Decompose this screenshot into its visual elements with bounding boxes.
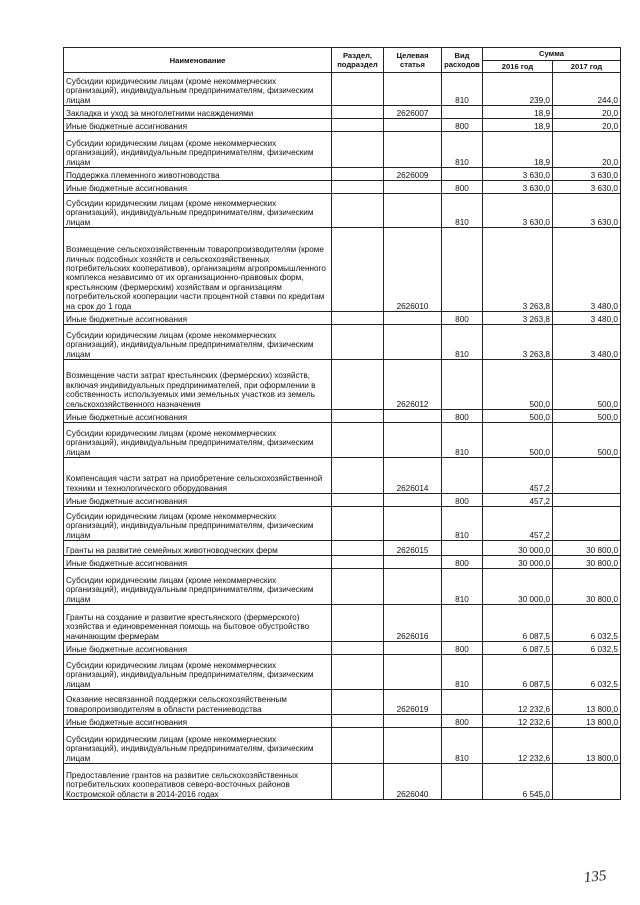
row-2017-cell: 3 480,0 xyxy=(553,325,621,360)
row-2017-cell: 13 800,0 xyxy=(553,728,621,764)
row-2016-cell: 457,2 xyxy=(483,458,553,494)
row-section-cell xyxy=(332,690,384,715)
row-name-cell: Субсидии юридическим лицам (кроме некоммерческих организаций), индивидуальным предпринимателям, физическим лицам xyxy=(64,728,332,764)
row-2017-cell: 30 800,0 xyxy=(553,569,621,605)
row-kind-cell: 800 xyxy=(442,556,483,569)
row-2016-cell: 18,9 xyxy=(483,132,553,168)
budget-table xyxy=(63,47,621,800)
table-row xyxy=(64,181,621,194)
row-name-cell: Иные бюджетные ассигнования xyxy=(64,181,332,194)
row-2017-cell: 3 630,0 xyxy=(553,194,621,228)
row-section-cell xyxy=(332,494,384,507)
row-2017-cell: 3 480,0 xyxy=(553,312,621,325)
table-row xyxy=(64,715,621,728)
row-name-cell: Иные бюджетные ассигнования xyxy=(64,642,332,655)
header-kind: Вид расходов xyxy=(442,48,483,73)
row-2016-cell: 6 087,5 xyxy=(483,642,553,655)
row-name-cell: Поддержка племенного животноводства xyxy=(64,168,332,181)
header-section: Раздел, подраздел xyxy=(332,48,384,73)
row-kind-cell: 810 xyxy=(442,728,483,764)
row-2017-cell: 20,0 xyxy=(553,106,621,119)
row-target-cell xyxy=(384,423,442,458)
row-2016-cell: 30 000,0 xyxy=(483,556,553,569)
row-2016-cell: 239,0 xyxy=(483,73,553,106)
row-section-cell xyxy=(332,132,384,168)
row-section-cell xyxy=(332,458,384,494)
row-name-cell: Иные бюджетные ассигнования xyxy=(64,494,332,507)
row-2017-cell: 30 800,0 xyxy=(553,541,621,556)
row-section-cell xyxy=(332,423,384,458)
row-kind-cell xyxy=(442,764,483,800)
row-2017-cell: 500,0 xyxy=(553,423,621,458)
row-target-cell xyxy=(384,556,442,569)
row-target-cell: 2626014 xyxy=(384,458,442,494)
row-kind-cell: 810 xyxy=(442,194,483,228)
row-2017-cell: 6 032,5 xyxy=(553,642,621,655)
table-row xyxy=(64,458,621,494)
row-target-cell xyxy=(384,642,442,655)
row-kind-cell xyxy=(442,360,483,410)
row-name-cell: Субсидии юридическим лицам (кроме некоммерческих организаций), индивидуальным предпринимателям, физическим лицам xyxy=(64,194,332,228)
row-kind-cell: 800 xyxy=(442,181,483,194)
row-target-cell xyxy=(384,181,442,194)
row-name-cell: Иные бюджетные ассигнования xyxy=(64,556,332,569)
row-kind-cell xyxy=(442,106,483,119)
row-kind-cell xyxy=(442,690,483,715)
header-2017: 2017 год xyxy=(553,60,621,73)
row-target-cell xyxy=(384,569,442,605)
row-2016-cell: 457,2 xyxy=(483,507,553,541)
page-number: 135 xyxy=(583,867,608,887)
row-section-cell xyxy=(332,106,384,119)
table-row xyxy=(64,119,621,132)
row-kind-cell: 810 xyxy=(442,73,483,106)
row-target-cell xyxy=(384,194,442,228)
budget-document xyxy=(63,47,621,800)
row-name-cell: Субсидии юридическим лицам (кроме некоммерческих организаций), индивидуальным предпринимателям, физическим лицам xyxy=(64,507,332,541)
table-row xyxy=(64,507,621,541)
row-kind-cell: 800 xyxy=(442,312,483,325)
row-kind-cell xyxy=(442,605,483,642)
budget-rows xyxy=(64,73,621,800)
table-row xyxy=(64,569,621,605)
row-target-cell xyxy=(384,728,442,764)
table-row xyxy=(64,541,621,556)
table-row xyxy=(64,605,621,642)
row-2017-cell: 20,0 xyxy=(553,132,621,168)
row-2017-cell: 3 630,0 xyxy=(553,168,621,181)
row-target-cell xyxy=(384,715,442,728)
table-row xyxy=(64,423,621,458)
row-section-cell xyxy=(332,715,384,728)
row-target-cell xyxy=(384,312,442,325)
table-row xyxy=(64,106,621,119)
table-row xyxy=(64,360,621,410)
row-kind-cell: 810 xyxy=(442,655,483,690)
row-2016-cell: 12 232,6 xyxy=(483,715,553,728)
row-2017-cell: 6 032,5 xyxy=(553,605,621,642)
row-kind-cell: 800 xyxy=(442,715,483,728)
row-target-cell: 2626016 xyxy=(384,605,442,642)
row-section-cell xyxy=(332,168,384,181)
row-section-cell xyxy=(332,642,384,655)
row-section-cell xyxy=(332,569,384,605)
row-target-cell: 2626019 xyxy=(384,690,442,715)
table-row xyxy=(64,325,621,360)
row-kind-cell: 810 xyxy=(442,325,483,360)
row-name-cell: Иные бюджетные ассигнования xyxy=(64,312,332,325)
table-row xyxy=(64,73,621,106)
row-2016-cell: 457,2 xyxy=(483,494,553,507)
row-name-cell: Субсидии юридическим лицам (кроме некоммерческих организаций), индивидуальным предпринимателям, физическим лицам xyxy=(64,73,332,106)
row-target-cell: 2626040 xyxy=(384,764,442,800)
row-target-cell xyxy=(384,507,442,541)
row-name-cell: Возмещение сельскохозяйственным товаропроизводителям (кроме личных подсобных хозяйств и сельскохозяйственных потребительских кооперативов), организациям агропромышленного комплекса независимо от их организационно-правовых форм, крестьянским (фермерским) хозяйствам и организациям потребительской кооперации части процентной ставки по кредитам на срок до 1 года xyxy=(64,228,332,312)
row-section-cell xyxy=(332,728,384,764)
row-target-cell: 2626010 xyxy=(384,228,442,312)
row-2016-cell: 500,0 xyxy=(483,360,553,410)
row-kind-cell: 800 xyxy=(442,642,483,655)
row-section-cell xyxy=(332,556,384,569)
table-row xyxy=(64,556,621,569)
row-target-cell xyxy=(384,132,442,168)
row-2016-cell: 18,9 xyxy=(483,119,553,132)
row-2017-cell xyxy=(553,494,621,507)
row-2017-cell: 13 800,0 xyxy=(553,715,621,728)
row-target-cell xyxy=(384,119,442,132)
row-2016-cell: 30 000,0 xyxy=(483,569,553,605)
row-2016-cell: 3 263,8 xyxy=(483,325,553,360)
row-2017-cell: 20,0 xyxy=(553,119,621,132)
table-row xyxy=(64,194,621,228)
table-row xyxy=(64,642,621,655)
row-section-cell xyxy=(332,410,384,423)
table-row xyxy=(64,655,621,690)
row-2016-cell: 3 630,0 xyxy=(483,168,553,181)
row-2017-cell xyxy=(553,764,621,800)
row-name-cell: Субсидии юридическим лицам (кроме некоммерческих организаций), индивидуальным предпринимателям, физическим лицам xyxy=(64,569,332,605)
row-name-cell: Закладка и уход за многолетними насаждениями xyxy=(64,106,332,119)
row-2017-cell: 6 032,5 xyxy=(553,655,621,690)
header-sum: Сумма xyxy=(483,48,621,61)
row-2016-cell: 12 232,6 xyxy=(483,690,553,715)
row-2017-cell: 30 800,0 xyxy=(553,556,621,569)
row-name-cell: Предоставление грантов на развитие сельскохозяйственных потребительских кооперативов северо-восточных районов Костромской области в 2014-2016 годах xyxy=(64,764,332,800)
row-2016-cell: 6 545,0 xyxy=(483,764,553,800)
row-section-cell xyxy=(332,312,384,325)
table-row xyxy=(64,410,621,423)
row-2017-cell: 500,0 xyxy=(553,410,621,423)
row-target-cell xyxy=(384,410,442,423)
row-section-cell xyxy=(332,541,384,556)
row-kind-cell xyxy=(442,228,483,312)
row-name-cell: Иные бюджетные ассигнования xyxy=(64,410,332,423)
row-target-cell: 2626012 xyxy=(384,360,442,410)
row-2016-cell: 500,0 xyxy=(483,410,553,423)
row-section-cell xyxy=(332,325,384,360)
row-kind-cell: 810 xyxy=(442,132,483,168)
row-section-cell xyxy=(332,73,384,106)
row-section-cell xyxy=(332,507,384,541)
row-section-cell xyxy=(332,194,384,228)
row-target-cell xyxy=(384,655,442,690)
table-row xyxy=(64,764,621,800)
row-kind-cell: 800 xyxy=(442,119,483,132)
row-target-cell: 2626009 xyxy=(384,168,442,181)
row-2016-cell: 6 087,5 xyxy=(483,605,553,642)
row-name-cell: Гранты на развитие семейных животноводческих ферм xyxy=(64,541,332,556)
header-row xyxy=(64,48,621,61)
row-name-cell: Субсидии юридическим лицам (кроме некоммерческих организаций), индивидуальным предпринимателям, физическим лицам xyxy=(64,655,332,690)
header-name: Наименование xyxy=(64,48,332,73)
table-row xyxy=(64,728,621,764)
row-2017-cell xyxy=(553,458,621,494)
row-kind-cell xyxy=(442,458,483,494)
row-name-cell: Иные бюджетные ассигнования xyxy=(64,119,332,132)
row-2017-cell: 3 480,0 xyxy=(553,228,621,312)
row-2016-cell: 3 630,0 xyxy=(483,181,553,194)
row-name-cell: Субсидии юридическим лицам (кроме некоммерческих организаций), индивидуальным предпринимателям, физическим лицам xyxy=(64,423,332,458)
row-name-cell: Компенсация части затрат на приобретение сельскохозяйственной техники и технологического оборудования xyxy=(64,458,332,494)
row-name-cell: Оказание несвязанной поддержки сельскохозяйственным товаропроизводителям в области растениеводства xyxy=(64,690,332,715)
header-target: Целевая статья xyxy=(384,48,442,73)
row-name-cell: Иные бюджетные ассигнования xyxy=(64,715,332,728)
table-row xyxy=(64,132,621,168)
table-row xyxy=(64,312,621,325)
header-2016: 2016 год xyxy=(483,60,553,73)
table-row xyxy=(64,168,621,181)
row-section-cell xyxy=(332,181,384,194)
row-section-cell xyxy=(332,228,384,312)
row-kind-cell xyxy=(442,168,483,181)
row-name-cell: Возмещение части затрат крестьянских (фермерских) хозяйств, включая индивидуальных предпринимателей, при оформлении в собственность используемых ими земельных участков из земель сельскохозяйственного назначения xyxy=(64,360,332,410)
table-row xyxy=(64,228,621,312)
row-2016-cell: 3 630,0 xyxy=(483,194,553,228)
row-target-cell xyxy=(384,73,442,106)
row-2016-cell: 6 087,5 xyxy=(483,655,553,690)
table-row xyxy=(64,690,621,715)
row-target-cell: 2626015 xyxy=(384,541,442,556)
row-target-cell: 2626007 xyxy=(384,106,442,119)
row-2016-cell: 12 232,6 xyxy=(483,728,553,764)
row-name-cell: Гранты на создание и развитие крестьянского (фермерского) хозяйства и единовременная помощь на бытовое обустройство начинающим фермерам xyxy=(64,605,332,642)
row-kind-cell: 800 xyxy=(442,410,483,423)
row-2017-cell: 244,0 xyxy=(553,73,621,106)
row-section-cell xyxy=(332,605,384,642)
row-kind-cell: 800 xyxy=(442,494,483,507)
row-kind-cell: 810 xyxy=(442,423,483,458)
row-2017-cell: 13 800,0 xyxy=(553,690,621,715)
table-row xyxy=(64,494,621,507)
row-2016-cell: 3 263,8 xyxy=(483,228,553,312)
row-2017-cell: 3 630,0 xyxy=(553,181,621,194)
row-2016-cell: 30 000,0 xyxy=(483,541,553,556)
row-target-cell xyxy=(384,325,442,360)
row-kind-cell: 810 xyxy=(442,569,483,605)
row-2017-cell xyxy=(553,507,621,541)
row-section-cell xyxy=(332,119,384,132)
row-2016-cell: 18,9 xyxy=(483,106,553,119)
row-kind-cell: 810 xyxy=(442,507,483,541)
row-name-cell: Субсидии юридическим лицам (кроме некоммерческих организаций), индивидуальным предпринимателям, физическим лицам xyxy=(64,132,332,168)
row-section-cell xyxy=(332,655,384,690)
row-section-cell xyxy=(332,360,384,410)
row-kind-cell xyxy=(442,541,483,556)
row-name-cell: Субсидии юридическим лицам (кроме некоммерческих организаций), индивидуальным предпринимателям, физическим лицам xyxy=(64,325,332,360)
row-2016-cell: 500,0 xyxy=(483,423,553,458)
row-section-cell xyxy=(332,764,384,800)
row-2016-cell: 3 263,8 xyxy=(483,312,553,325)
row-target-cell xyxy=(384,494,442,507)
row-2017-cell: 500,0 xyxy=(553,360,621,410)
